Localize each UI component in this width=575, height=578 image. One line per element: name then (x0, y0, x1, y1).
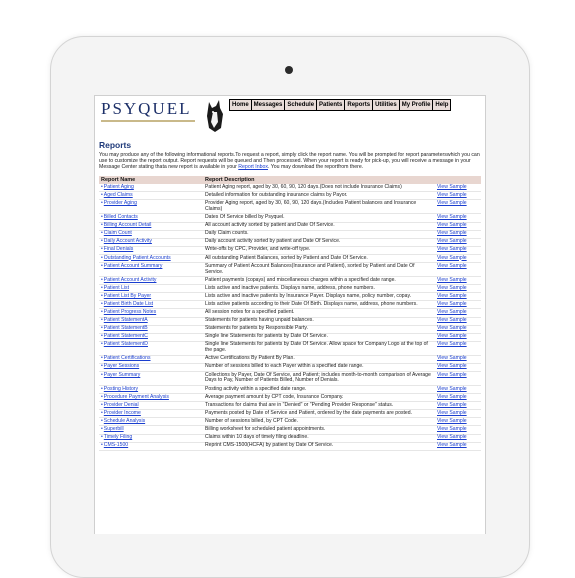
bullet-icon: • (101, 426, 103, 433)
view-sample-link[interactable]: View Sample (435, 426, 481, 434)
report-name-link[interactable] (99, 341, 203, 355)
table-row (99, 317, 481, 325)
report-name-link[interactable] (99, 293, 203, 301)
report-description: All session notes for a specified patient. (203, 309, 435, 317)
report-name-text: Patient List (103, 284, 129, 291)
bullet-icon: • (101, 409, 103, 416)
report-name-link[interactable] (99, 355, 203, 363)
report-name-text: Procedure Payment Analysis (103, 393, 169, 400)
bullet-icon: • (101, 363, 103, 370)
bullet-icon: • (101, 238, 103, 245)
table-row (99, 418, 481, 426)
view-sample-link[interactable]: View Sample (435, 309, 481, 317)
bullet-icon: • (101, 276, 103, 283)
view-sample-link[interactable]: View Sample (435, 293, 481, 301)
report-name-text: Patient StatementD (103, 341, 148, 348)
table-row (99, 341, 481, 355)
report-name-link[interactable] (99, 385, 203, 393)
report-name-text: CMS-1500 (103, 442, 129, 449)
page-title: Reports (99, 140, 132, 150)
bullet-icon: • (101, 300, 103, 307)
col-header-report-name: Report Name (99, 176, 203, 184)
report-name-text: Patient Certifications (103, 355, 151, 362)
view-sample-link[interactable]: View Sample (435, 277, 481, 285)
view-sample-link[interactable]: View Sample (435, 410, 481, 418)
report-name-text: Posting History (103, 385, 139, 392)
report-description: Dates Of Service billed by Psyquel. (203, 214, 435, 222)
report-name-text: Patient StatementC (103, 333, 148, 340)
view-sample-link[interactable]: View Sample (435, 246, 481, 254)
table-row (99, 192, 481, 200)
bullet-icon: • (101, 183, 103, 190)
report-description: Lists active and inactive patients by Insurance Payer. Displays name, policy number, copay. (203, 293, 435, 301)
bullet-icon: • (101, 214, 103, 221)
table-row (99, 363, 481, 371)
table-row (99, 263, 481, 277)
bullet-icon: • (101, 262, 103, 269)
content (99, 140, 481, 451)
view-sample-link[interactable]: View Sample (435, 325, 481, 333)
report-name-link[interactable] (99, 263, 203, 277)
table-row (99, 184, 481, 192)
view-sample-link[interactable]: View Sample (435, 317, 481, 325)
table-row (99, 385, 481, 393)
view-sample-link[interactable]: View Sample (435, 285, 481, 293)
report-description: All outstanding Patient Balances, sorted by Patient and Date Of Service. (203, 254, 435, 262)
report-description: Statements for patients having unpaid balances. (203, 317, 435, 325)
report-name-link[interactable] (99, 192, 203, 200)
report-name-text: Claim Count (103, 230, 132, 237)
report-name-link[interactable] (99, 434, 203, 442)
report-name-text: Daily Account Activity (103, 238, 152, 245)
report-name-link[interactable] (99, 200, 203, 214)
report-description: Transactions for claims that are in "Denied" or "Pending Provider Response" status. (203, 402, 435, 410)
view-sample-link[interactable]: View Sample (435, 371, 481, 385)
bullet-icon: • (101, 222, 103, 229)
report-description: Single line Statements for patients by Date Of Service. Allow space for Company Logo at the top of the page. (203, 341, 435, 355)
report-description: Payments posted by Date of Service and Patient, ordered by the date payments are posted. (203, 410, 435, 418)
header (95, 96, 485, 138)
table-row (99, 238, 481, 246)
nav-messages[interactable]: Messages (253, 102, 283, 108)
report-name-link[interactable] (99, 254, 203, 262)
view-sample-link[interactable]: View Sample (435, 363, 481, 371)
nav-home[interactable]: Home (232, 102, 249, 108)
report-name-link[interactable] (99, 325, 203, 333)
table-row (99, 293, 481, 301)
report-description: Single line Statements for patients by Date Of Service. (203, 333, 435, 341)
table-row (99, 277, 481, 285)
bullet-icon: • (101, 417, 103, 424)
report-description: Number of sessions billed, by CPT Code. (203, 418, 435, 426)
view-sample-link[interactable]: View Sample (435, 402, 481, 410)
table-row (99, 214, 481, 222)
report-name-text: Payer Sessions (103, 363, 140, 370)
table-row (99, 325, 481, 333)
bullet-icon: • (101, 341, 103, 348)
view-sample-link[interactable]: View Sample (435, 222, 481, 230)
report-description: Number of sessions billed to each Payer within a specified date range. (203, 363, 435, 371)
report-name-text: Payer Summary (103, 371, 141, 378)
report-name-text: Patient StatementB (103, 325, 148, 332)
report-name-link[interactable] (99, 214, 203, 222)
table-row (99, 333, 481, 341)
report-description: Collections by Payer, Date Of Service, and Patient; includes month-to-month comparison of Average Days to Pay, Number of Patients Billed, Number of Denials. (203, 371, 435, 385)
intro-text-2: . You may download the reportfrom there. (268, 164, 364, 171)
view-sample-link[interactable]: View Sample (435, 442, 481, 450)
table-row (99, 309, 481, 317)
report-name-text: Schedule Analysis (103, 417, 146, 424)
report-name-text: Timely Filing (103, 434, 133, 441)
report-name-text: Provider Denial (103, 401, 139, 408)
report-name-link[interactable] (99, 333, 203, 341)
intro-text-1: You may produce any of the following informational reports.To request a report, simply click the report name. You will be prompted for report parameterswhich you can use to customize the report output. Report requests will be queued and Then processed. When your report is ready for pick-up, you will receive a message in your Message Center stating thata new report is available in your (99, 152, 480, 171)
bullet-icon: • (101, 333, 103, 340)
nav-help[interactable]: Help (435, 102, 449, 108)
report-name-link[interactable] (99, 184, 203, 192)
view-sample-link[interactable]: View Sample (435, 394, 481, 402)
report-description: Active Certifications By Patient By Plan. (203, 355, 435, 363)
bullet-icon: • (101, 371, 103, 378)
report-description: Reprint CMS-1500(HCFA) by patient by Date Of Service. (203, 442, 435, 450)
bullet-icon: • (101, 385, 103, 392)
table-row (99, 410, 481, 418)
view-sample-link[interactable]: View Sample (435, 200, 481, 214)
bullet-icon: • (101, 292, 103, 299)
report-name-link[interactable] (99, 238, 203, 246)
table-row (99, 371, 481, 385)
report-description: Average payment amount by CPT code, Insurance Company. (203, 394, 435, 402)
report-name-text: Aged Claims (103, 191, 133, 198)
report-name-text: Billing Account Detail (103, 222, 152, 229)
table-row (99, 394, 481, 402)
bullet-icon: • (101, 401, 103, 408)
report-name-text: Patient Progress Notes (103, 309, 157, 315)
dog-logo-icon (201, 98, 227, 134)
bullet-icon: • (101, 246, 103, 253)
nav-schedule[interactable]: Schedule (287, 102, 315, 108)
report-description: Write-offs by CPC, Provider, and write-off type. (203, 246, 435, 254)
view-sample-link[interactable]: View Sample (435, 434, 481, 442)
report-name-link[interactable] (99, 301, 203, 309)
report-description: Provider Aging report, aged by 30, 60, 90, 120 days.(Includes Patient balances and Insurance Claims) (203, 200, 435, 214)
report-description: Detailed information for outstanding insurance claims by Payor. (203, 192, 435, 200)
table-row (99, 426, 481, 434)
report-name-link[interactable] (99, 363, 203, 371)
report-inbox-link[interactable]: Report Inbox (238, 164, 268, 171)
bullet-icon: • (101, 191, 103, 198)
report-name-text: Final Denials (103, 246, 134, 253)
view-sample-link[interactable]: View Sample (435, 341, 481, 355)
report-description: Daily account activity sorted by patient and Date Of Service. (203, 238, 435, 246)
table-row (99, 246, 481, 254)
view-sample-link[interactable]: View Sample (435, 333, 481, 341)
report-description: Statements for patients by Responsible Party. (203, 325, 435, 333)
view-sample-link[interactable]: View Sample (435, 214, 481, 222)
report-description: All account activity sorted by patient and Date Of Service. (203, 222, 435, 230)
report-name-link[interactable] (99, 371, 203, 385)
tablet-camera (285, 66, 293, 74)
report-name-text: Patient StatementA (103, 317, 148, 324)
report-name-link[interactable] (99, 309, 203, 317)
screen (94, 95, 486, 534)
nav-patients[interactable]: Patients (319, 102, 343, 108)
col-header-report-description: Report Description (203, 176, 435, 184)
report-name-text: Patient List By Payer (103, 292, 152, 299)
report-name-text: Patient Account Activity (103, 276, 157, 283)
view-sample-link[interactable]: View Sample (435, 192, 481, 200)
nav-utilities[interactable]: Utilities (375, 102, 397, 108)
report-name-link[interactable] (99, 277, 203, 285)
report-name-link[interactable] (99, 394, 203, 402)
report-name-text: Patient Birth Date List (103, 300, 154, 307)
bullet-icon: • (101, 200, 103, 207)
table-row (99, 442, 481, 450)
bullet-icon: • (101, 254, 103, 261)
intro-text (99, 152, 481, 170)
report-description: Lists active patients according to their Date Of Birth. Displays name, address, phone numbers. (203, 301, 435, 309)
bullet-icon: • (101, 393, 103, 400)
view-sample-link[interactable]: View Sample (435, 184, 481, 192)
report-description: Posting activity within a specified date range. (203, 385, 435, 393)
view-sample-link[interactable]: View Sample (435, 418, 481, 426)
report-description: Patient Aging report, aged by 30, 60, 90, 120 days.(Does not include Insurance Claims) (203, 184, 435, 192)
report-name-text: Billed Contacts (103, 214, 138, 221)
table-row (99, 254, 481, 262)
psyquel-logo: PSYQUEL (101, 99, 192, 118)
reports-table (99, 176, 481, 450)
table-row (99, 285, 481, 293)
report-name-text: Provider Aging (103, 200, 137, 207)
view-sample-link[interactable]: View Sample (435, 254, 481, 262)
report-description: Summary of Patient Account Balances(Insurance and Patient), sorted by Patient and Date Of Service. (203, 263, 435, 277)
report-name-link[interactable] (99, 222, 203, 230)
bullet-icon: • (101, 355, 103, 362)
bullet-icon: • (101, 284, 103, 291)
nav-my-profile[interactable]: My Profile (401, 102, 431, 108)
bullet-icon: • (101, 325, 103, 332)
report-name-link[interactable] (99, 246, 203, 254)
table-row (99, 355, 481, 363)
view-sample-link[interactable]: View Sample (435, 385, 481, 393)
table-row (99, 434, 481, 442)
view-sample-link[interactable]: View Sample (435, 263, 481, 277)
bullet-icon: • (101, 317, 103, 324)
report-name-link[interactable] (99, 418, 203, 426)
report-name-text: Outstanding Patient Accounts (103, 254, 171, 261)
report-name-text: Patient Aging (103, 183, 134, 190)
report-name-link[interactable] (99, 317, 203, 325)
table-row (99, 402, 481, 410)
table-row (99, 301, 481, 309)
report-name-link[interactable] (99, 285, 203, 293)
table-row (99, 230, 481, 238)
report-name-link[interactable] (99, 410, 203, 418)
logo-underline (101, 120, 195, 122)
report-name-text: Patient Account Summary (103, 262, 163, 269)
report-name-link[interactable] (99, 230, 203, 238)
report-description: Billing worksheet for scheduled patient appointments. (203, 426, 435, 434)
report-description: Patient payments (copays) and miscellaneous charges within a specified date range. (203, 277, 435, 285)
view-sample-link[interactable]: View Sample (435, 230, 481, 238)
bullet-icon: • (101, 230, 103, 237)
view-sample-link[interactable]: View Sample (435, 301, 481, 309)
report-description: Lists active and inactive patients. Displays name, address, phone numbers. (203, 285, 435, 293)
table-row (99, 222, 481, 230)
report-description: Daily Claim counts. (203, 230, 435, 238)
report-name-text: Superbill (103, 426, 124, 433)
report-name-link[interactable] (99, 402, 203, 410)
table-row (99, 200, 481, 214)
nav-reports[interactable]: Reports (347, 102, 371, 108)
bullet-icon: • (101, 309, 103, 315)
view-sample-link[interactable]: View Sample (435, 238, 481, 246)
view-sample-link[interactable]: View Sample (435, 355, 481, 363)
report-name-link[interactable] (99, 426, 203, 434)
main-nav (229, 99, 451, 111)
bullet-icon: • (101, 442, 103, 449)
report-name-link[interactable] (99, 442, 203, 450)
report-description: Claims within 10 days of timely filing deadline. (203, 434, 435, 442)
bullet-icon: • (101, 434, 103, 441)
report-name-text: Provider Income (103, 409, 141, 416)
